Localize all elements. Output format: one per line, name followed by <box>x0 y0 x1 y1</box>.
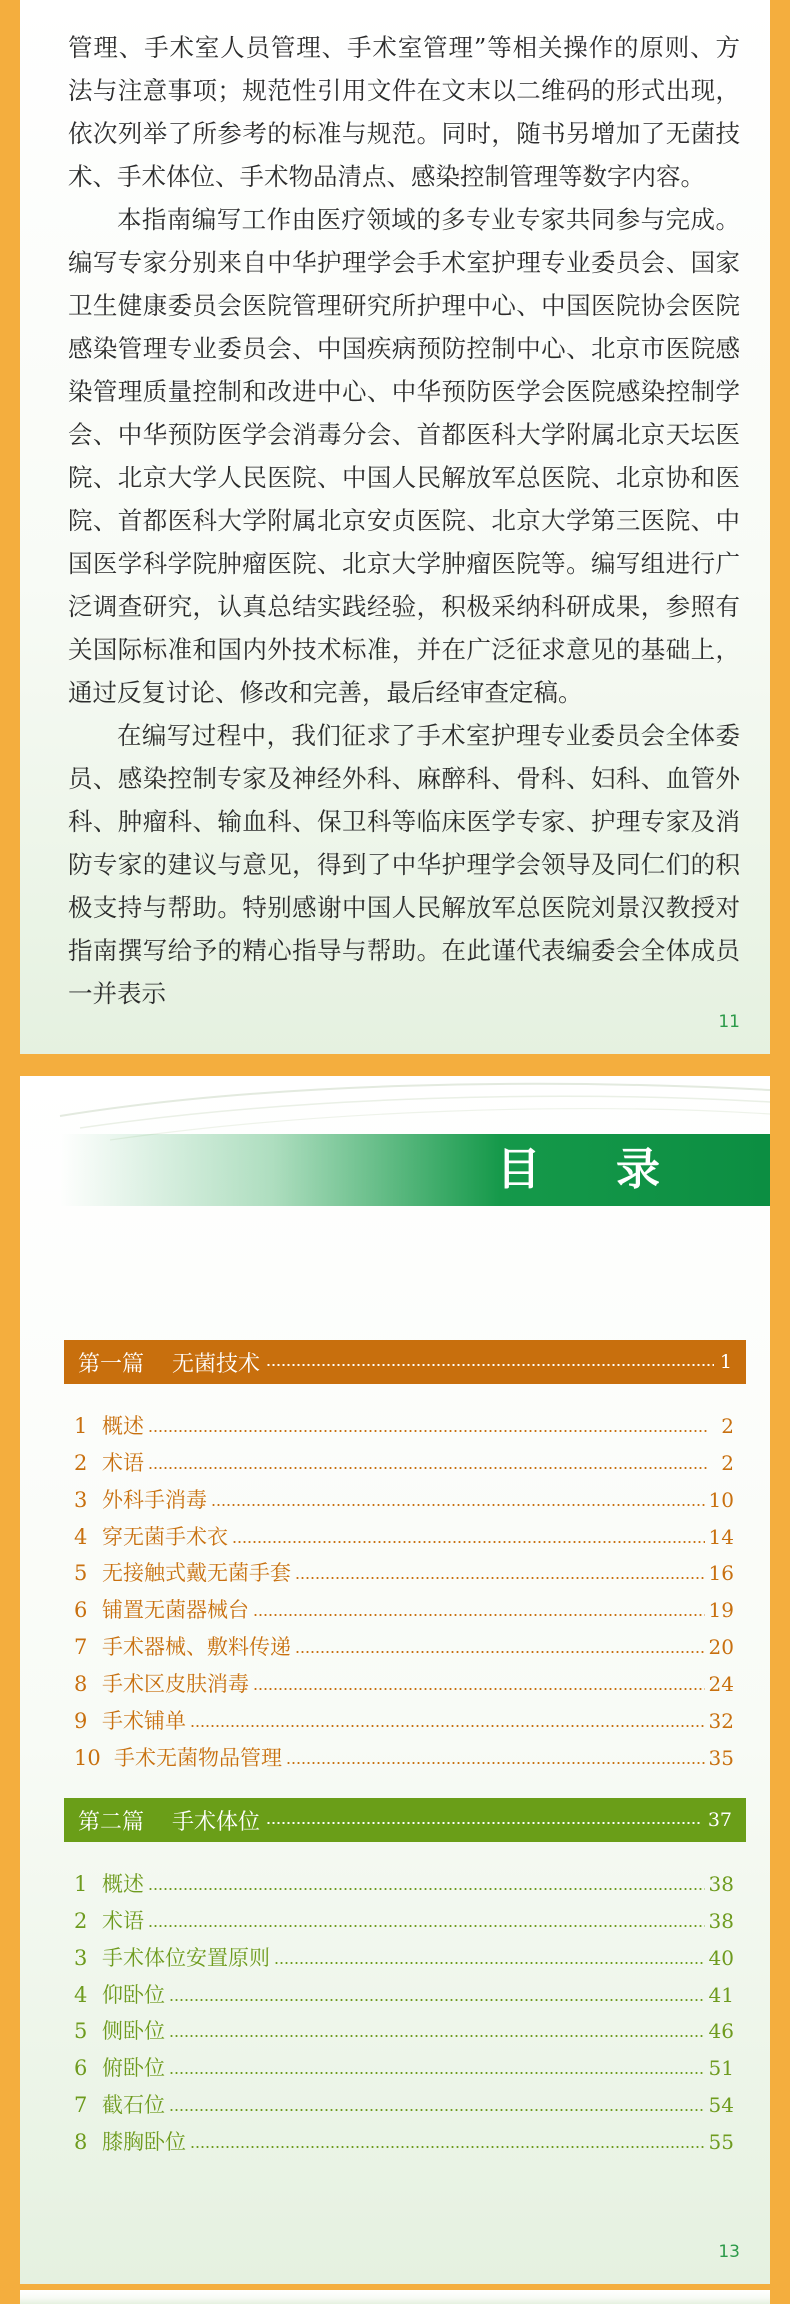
leader-dots <box>148 1430 708 1432</box>
toc-entry-page: 55 <box>708 2130 734 2155</box>
toc-entry-number: 8 <box>74 1672 88 1697</box>
toc-entry-title: 穿无菌手术衣 <box>102 1524 228 1549</box>
leader-dots <box>211 1504 705 1506</box>
toc-entry-title: 膝胸卧位 <box>102 2130 186 2155</box>
leader-dots <box>253 1614 705 1616</box>
toc-entry[interactable] <box>66 1934 734 1971</box>
leader-dots <box>148 1925 705 1927</box>
toc-entry-number: 3 <box>74 1945 88 1970</box>
toc-entry-title: 手术器械、敷料传递 <box>102 1635 291 1660</box>
toc-entry[interactable] <box>66 1402 734 1439</box>
toc-entry[interactable] <box>66 1586 734 1623</box>
toc-entry-page: 19 <box>708 1598 734 1623</box>
toc-entry[interactable] <box>66 1623 734 1660</box>
part-label: 第二篇 <box>78 1809 145 1835</box>
toc-entry[interactable] <box>66 2044 734 2081</box>
toc-entry[interactable] <box>66 1513 734 1550</box>
toc-entry-page: 41 <box>708 1982 734 2007</box>
toc-entry-title: 概述 <box>102 1871 144 1896</box>
toc-entry-title: 俯卧位 <box>102 2056 165 2081</box>
toc-entry[interactable] <box>66 2118 734 2155</box>
paragraph: 在编写过程中，我们征求了手术室护理专业委员会全体委员、感染控制专家及神经外科、麻醉科、骨科、妇科、血管外科、肿瘤科、输血科、保卫科等临床医学专家、护理专家及消防专家的建议与意见，得到了中华护理学会领导及同仁们的积极支持与帮助。特别感谢中国人民解放军总医院刘景汉教授对指南撰写给予的精心指导与帮助。在此谨代表编委会全体成员一并表示 <box>68 721 740 1008</box>
toc-entry-page: 32 <box>708 1709 734 1734</box>
toc-entry[interactable] <box>66 1660 734 1697</box>
part-title: 手术体位 <box>172 1809 261 1835</box>
toc-entry[interactable] <box>66 2008 734 2045</box>
toc-entry-title: 手术体位安置原则 <box>102 1945 270 1970</box>
toc-entry-title: 手术区皮肤消毒 <box>102 1672 249 1697</box>
toc-entry-title: 手术铺单 <box>102 1709 186 1734</box>
toc-entry[interactable] <box>66 1860 734 1897</box>
toc-entry-title: 截石位 <box>102 2093 165 2118</box>
toc-entry[interactable] <box>66 2081 734 2118</box>
toc-entry-title: 无接触式戴无菌手套 <box>102 1561 291 1586</box>
toc-entry-title: 铺置无菌器械台 <box>102 1598 249 1623</box>
part-label: 第一篇 <box>78 1351 145 1377</box>
next-page-edge <box>20 2290 770 2304</box>
page-number: 13 <box>718 2242 740 2262</box>
leader-dots <box>169 1999 705 2001</box>
leader-dots <box>148 1888 705 1890</box>
toc-entry-number: 4 <box>74 1982 88 2007</box>
toc-heading: 目 录 <box>496 1144 690 1195</box>
toc-entry-number: 5 <box>74 1561 88 1586</box>
toc-entry[interactable] <box>66 1697 734 1734</box>
leader-dots <box>169 2109 705 2111</box>
toc-entry-number: 4 <box>74 1524 88 1549</box>
toc-entry-number: 2 <box>74 1450 88 1475</box>
toc-entry-number: 1 <box>74 1413 88 1438</box>
page-number: 11 <box>718 1012 740 1032</box>
toc-entry-title: 手术无菌物品管理 <box>114 1745 282 1770</box>
toc-entry-number: 7 <box>74 1635 88 1660</box>
toc-part-1[interactable] <box>64 1340 746 1384</box>
toc-entry[interactable] <box>66 1476 734 1513</box>
leader-dots <box>253 1688 705 1690</box>
toc-entry-number: 5 <box>74 2019 88 2044</box>
part-page: 1 <box>719 1351 732 1373</box>
toc-entry-title: 仰卧位 <box>102 1982 165 2007</box>
leader-dots <box>169 2072 705 2074</box>
toc-entry-title: 侧卧位 <box>102 2019 165 2044</box>
page-11 <box>20 0 770 1054</box>
leader-dots <box>169 2035 705 2037</box>
toc-entry-number: 6 <box>74 2056 88 2081</box>
toc-entry-page: 24 <box>708 1672 734 1697</box>
toc-entry-title: 概述 <box>102 1413 144 1438</box>
leader-dots <box>148 1467 708 1469</box>
toc-title-band <box>60 1134 770 1206</box>
toc-entry-page: 10 <box>708 1487 734 1512</box>
body-text <box>20 26 770 1015</box>
toc-entry-number: 2 <box>74 1908 88 1933</box>
toc-list-part-2 <box>66 1860 734 2155</box>
leader-dots <box>295 1577 705 1579</box>
toc-entry-number: 8 <box>74 2130 88 2155</box>
toc-entry-page: 2 <box>721 1413 734 1438</box>
toc-entry-page: 14 <box>708 1524 734 1549</box>
toc-entry-page: 35 <box>708 1745 734 1770</box>
leader-dots <box>286 1762 705 1764</box>
toc-entry[interactable] <box>66 1734 734 1771</box>
paragraph: 管理、手术室人员管理、手术室管理”等相关操作的原则、方法与注意事项；规范性引用文件在文末以二维码的形式出现，依次列举了所参考的标准与规范。同时，随书另增加了无菌技术、手术体位、手术物品清点、感染控制管理等数字内容。 <box>68 33 740 191</box>
toc-entry[interactable] <box>66 1439 734 1476</box>
toc-entry-number: 3 <box>74 1487 88 1512</box>
toc-entry-title: 术语 <box>102 1450 144 1475</box>
paragraph: 本指南编写工作由医疗领域的多专业专家共同参与完成。编写专家分别来自中华护理学会手术室护理专业委员会、国家卫生健康委员会医院管理研究所护理中心、中国医院协会医院感染管理专业委员会、中国疾病预防控制中心、北京市医院感染管理质量控制和改进中心、中华预防医学会医院感染控制学会、中华预防医学会消毒分会、首都医科大学附属北京天坛医院、北京大学人民医院、中国人民解放军总医院、北京协和医院、首都医科大学附属北京安贞医院、北京大学第三医院、中国医学科学院肿瘤医院、北京大学肿瘤医院等。编写组进行广泛调查研究，认真总结实践经验，积极采纳科研成果，参照有关国际标准和国内外技术标准，并在广泛征求意见的基础上，通过反复讨论、修改和完善，最后经审查定稿。 <box>68 205 740 707</box>
toc-list-part-1 <box>66 1402 734 1771</box>
toc-entry-page: 54 <box>708 2093 734 2118</box>
toc-entry-number: 10 <box>74 1745 101 1770</box>
toc-entry[interactable] <box>66 1897 734 1934</box>
toc-part-2[interactable] <box>64 1798 746 1842</box>
toc-entry-page: 20 <box>708 1635 734 1660</box>
leader-dots <box>266 1822 702 1824</box>
toc-entry-title: 外科手消毒 <box>102 1487 207 1512</box>
toc-entry-number: 9 <box>74 1709 88 1734</box>
leader-dots <box>295 1651 705 1653</box>
toc-entry[interactable] <box>66 1971 734 2008</box>
toc-entry-page: 40 <box>708 1945 734 1970</box>
toc-entry-page: 16 <box>708 1561 734 1586</box>
leader-dots <box>190 2146 705 2148</box>
toc-entry-page: 38 <box>708 1871 734 1896</box>
toc-entry-number: 7 <box>74 2093 88 2118</box>
toc-entry[interactable] <box>66 1550 734 1587</box>
toc-entry-page: 51 <box>708 2056 734 2081</box>
part-title: 无菌技术 <box>172 1351 261 1377</box>
leader-dots <box>190 1725 705 1727</box>
toc-entry-title: 术语 <box>102 1908 144 1933</box>
leader-dots <box>266 1364 714 1366</box>
toc-entry-number: 1 <box>74 1871 88 1896</box>
page-13-toc <box>20 1076 770 2284</box>
leader-dots <box>232 1541 705 1543</box>
part-page: 37 <box>707 1809 732 1831</box>
toc-entry-page: 46 <box>708 2019 734 2044</box>
leader-dots <box>274 1962 705 1964</box>
toc-entry-page: 38 <box>708 1908 734 1933</box>
toc-entry-page: 2 <box>721 1450 734 1475</box>
toc-entry-number: 6 <box>74 1598 88 1623</box>
